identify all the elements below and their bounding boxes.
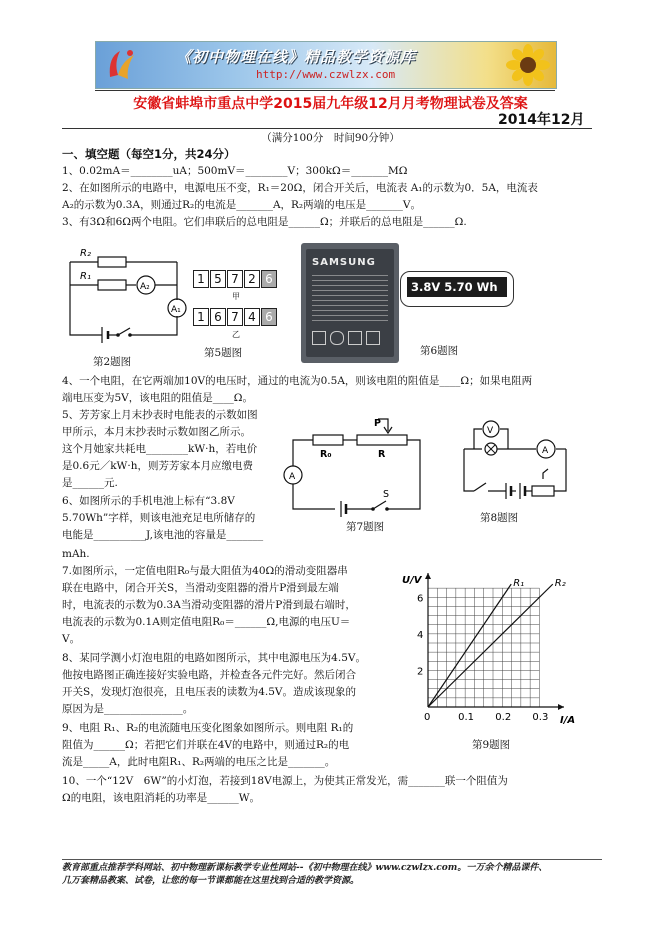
question-5-line-5: 是______元. xyxy=(62,477,118,489)
footer-rule xyxy=(62,859,602,860)
question-7-line-3: 时，电流表的示数为0.3A当滑动变阻器的滑片P滑到最右端时， xyxy=(62,599,356,611)
x-axis-label: I/A xyxy=(560,715,575,726)
figure-2-caption: 第2题图 xyxy=(93,356,132,368)
y-axis-arrow-icon xyxy=(425,573,431,579)
question-8-line-2: 他按电路图正确连接好实验电路，并检查各元件完好。然后闭合 xyxy=(62,669,356,681)
question-6-line-2: 5.70Wh”字样，则该电池充足电所储存的 xyxy=(62,512,256,524)
meter-digit: 7 xyxy=(227,270,243,288)
question-2-line-2: A₂的示数为0.3A，则通过R₂的电流是_______A，R₂两端的电压是_______V。 xyxy=(62,199,421,211)
site-logo-icon xyxy=(104,47,138,83)
meter-digit: 1 xyxy=(193,308,209,326)
question-3: 3、有3Ω和6Ω两个电阻。它们串联后的总电阻是______Ω；并联后的总电阻是______Ω. xyxy=(62,216,467,228)
question-9-line-3: 流是_____A，此时电阻R₁、R₂两端的电压之比是_______。 xyxy=(62,756,336,768)
question-7-line-4: 电流表的示数为0.1A则定值电阻R₀＝______Ω,电源的电压U＝ xyxy=(62,616,351,628)
fig2-label-r1: R₁ xyxy=(80,271,91,282)
figure-6-caption: 第6题图 xyxy=(420,345,459,357)
question-4-line-2: 端电压变为5V，该电阻的阻值是____Ω。 xyxy=(62,392,253,404)
meter-jia-label: 甲 xyxy=(232,292,240,301)
fig7-label-r0: R₀ xyxy=(320,449,332,460)
question-9-line-2: 阻值为______Ω；若把它们并联在4V的电路中，则通过R₂的电 xyxy=(62,739,350,751)
exam-date: 2014年12月 xyxy=(498,112,585,128)
x-tick-label: 0.1 xyxy=(458,712,475,723)
question-5-line-3: 这个月她家共耗电________kW·h，若电价 xyxy=(62,443,258,455)
figure-5-caption: 第5题图 xyxy=(204,347,243,359)
y-tick-label: 2 xyxy=(417,666,424,678)
figure-9-chart xyxy=(400,565,575,730)
figure-9-caption: 第9题图 xyxy=(472,739,511,751)
question-10-line-2: Ω的电阻，该电阻消耗的功率是______W。 xyxy=(62,792,260,804)
meter-digit: 6 xyxy=(261,308,277,326)
meter-digit: 6 xyxy=(210,308,226,326)
figure-8-caption: 第8题图 xyxy=(480,512,519,524)
footer-line-1: 教育部重点推荐学科网站、初中物理新课标教学专业性网站--《初中物理在线》www.czwlzx.com。一万余个精品课件、 xyxy=(62,863,548,873)
fig7-label-a: A xyxy=(289,472,296,482)
x-tick-label: 0.2 xyxy=(495,712,512,723)
figure-2-circuit xyxy=(62,240,192,352)
page-footer xyxy=(62,862,602,888)
question-6-line-1: 6、如图所示的手机电池上标有“3.8V xyxy=(62,495,235,507)
question-8-line-1: 8、某同学测小灯泡电阻的电路如图所示，其中电源电压为4.5V。 xyxy=(62,652,366,664)
meter-jia xyxy=(193,270,278,288)
page-title: 安徽省蚌埠市重点中学2015届九年级12月月考物理试卷及答案 xyxy=(133,96,528,112)
banner-title: 《初中物理在线》精品教学资源库 xyxy=(176,48,417,66)
figure-8-circuit xyxy=(446,413,586,503)
meter-digit: 4 xyxy=(244,308,260,326)
question-8-line-3: 开关S，发现灯泡很亮，且电压表的读数为4.5V。造成该现象的 xyxy=(62,686,356,698)
title-rule xyxy=(62,128,592,129)
fig2-label-a2: A₂ xyxy=(140,282,150,292)
section-heading: 一、填空题（每空1分，共24分） xyxy=(62,147,236,161)
y-tick-label: 4 xyxy=(417,629,424,641)
y-tick-label: 6 xyxy=(417,593,424,605)
question-5-line-1: 5、芳芳家上月末抄表时电能表的示数如图 xyxy=(62,409,258,421)
footer-line-2: 几万套精品教案、试卷，让您的每一节课都能在这里找到合适的教学资源。 xyxy=(62,876,360,886)
site-banner xyxy=(95,41,557,89)
question-9-line-1: 9、电阻 R₁、R₂的电流随电压变化图象如图所示。则电阻 R₁的 xyxy=(62,722,354,734)
figure-7-circuit xyxy=(283,413,433,523)
question-6-line-4: mAh. xyxy=(62,548,90,560)
fig7-label-p: P xyxy=(374,418,381,429)
battery-brand: SAMSUNG xyxy=(312,257,376,268)
battery-spec-label: 3.8V 5.70 Wh xyxy=(407,277,507,297)
meter-digit: 2 xyxy=(244,270,260,288)
series-label-1: R₁ xyxy=(513,578,525,590)
question-1: 1、0.02mA＝________uA；500mV＝________V；300kΩ＝_______MΩ xyxy=(62,165,408,177)
meter-digit: 7 xyxy=(227,308,243,326)
sunflower-icon xyxy=(506,44,550,86)
meter-digit: 5 xyxy=(210,270,226,288)
meter-yi xyxy=(193,308,278,326)
x-axis-arrow-icon xyxy=(558,704,564,710)
score-time-line: （满分100分 时间90分钟） xyxy=(261,132,400,144)
question-5-line-4: 是0.6元／kW·h，则芳芳家本月应缴电费 xyxy=(62,460,253,472)
battery-photo xyxy=(301,243,399,363)
series-label-2: R₂ xyxy=(554,578,566,590)
fig2-label-r2: R₂ xyxy=(80,248,91,259)
question-5-line-2: 甲所示，本月末抄表时示数如图乙所示。 xyxy=(62,426,251,438)
question-10-line-1: 10、一个“12V 6W”的小灯泡，若接到18V电源上，为使其正常发光，需_______联一个阻值为 xyxy=(62,775,508,787)
fig8-label-a: A xyxy=(542,446,549,456)
fig7-label-r: R xyxy=(378,449,386,460)
question-7-line-2: 联在电路中，闭合开关S，当滑动变阻器的滑片P滑到最左端 xyxy=(62,582,339,594)
battery-symbols xyxy=(312,331,388,349)
header-rule xyxy=(95,90,555,91)
banner-url: http://www.czwlzx.com xyxy=(256,68,396,81)
fig2-label-a1: A₁ xyxy=(171,305,181,315)
question-6-line-3: 电能是__________J,该电池的容量是_______ xyxy=(62,529,264,541)
meter-digit: 6 xyxy=(261,270,277,288)
x-tick-label: 0.3 xyxy=(532,712,549,723)
fig7-label-s: S xyxy=(383,489,390,500)
question-2-line-1: 2、在如图所示的电路中，电源电压不变，R₁＝20Ω，闭合开关后，电流表 A₁的示数为0．5A，电流表 xyxy=(62,182,538,194)
chart-grid xyxy=(428,588,539,707)
meter-digit: 1 xyxy=(193,270,209,288)
question-8-line-4: 原因为是_______________。 xyxy=(62,703,194,715)
fig8-label-v: V xyxy=(487,426,494,436)
y-axis-label: U/V xyxy=(402,574,422,586)
meter-yi-label: 乙 xyxy=(232,330,240,339)
battery-fine-print xyxy=(312,275,388,325)
x-tick-label: 0 xyxy=(424,712,431,723)
question-4-line-1: 4、一个电阻，在它两端加10V的电压时，通过的电流为0.5A，则该电阻的阻值是____Ω；如果电阻两 xyxy=(62,375,533,387)
figure-7-caption: 第7题图 xyxy=(346,521,385,533)
battery-callout xyxy=(400,271,514,307)
question-7-line-1: 7.如图所示，一定值电阻R₀与最大阻值为40Ω的滑动变阻器串 xyxy=(62,565,348,577)
question-7-line-5: V。 xyxy=(62,633,81,645)
